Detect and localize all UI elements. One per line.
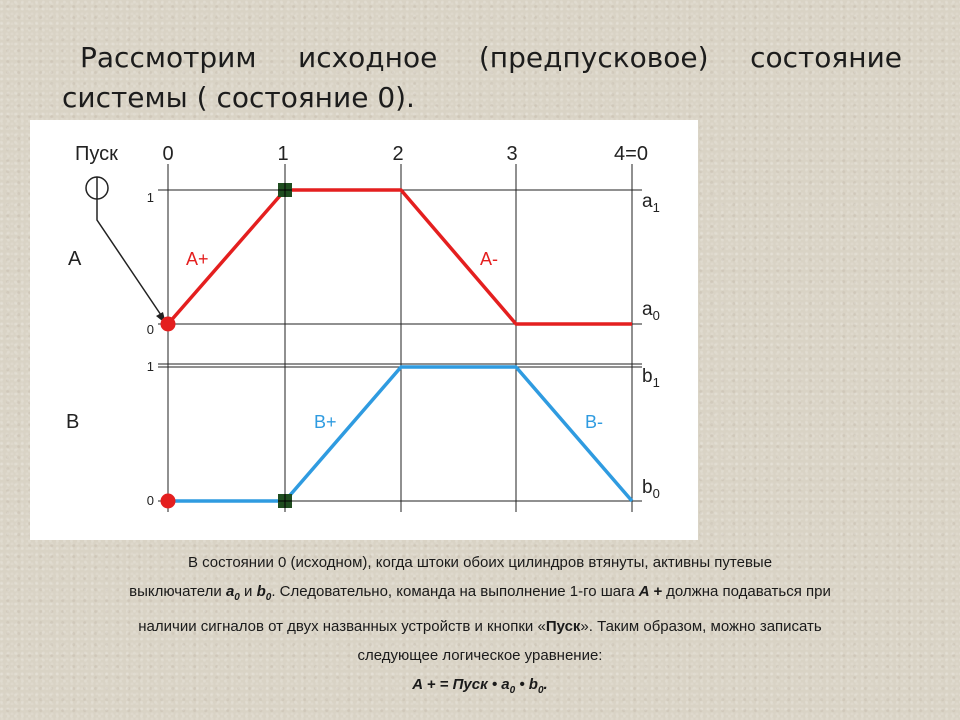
a-level-0-label: 0	[146, 322, 154, 337]
caption-line-1: В состоянии 0 (исходном), когда штоки обоих цилиндров втянуты, активны путевые	[187, 554, 773, 571]
a0-active-marker	[161, 317, 176, 332]
start-signal-arrow	[97, 199, 163, 318]
cylinder-a-motion-line	[168, 190, 632, 324]
caption-a0: $a_0$	[225, 583, 240, 603]
step-diagram-svg	[30, 120, 698, 540]
caption-and: и	[244, 583, 253, 600]
b-plus-label: B+	[314, 412, 337, 432]
equation-a0: $a_0$	[501, 676, 516, 696]
caption-start: Пуск	[545, 618, 581, 635]
heading-word-4: состояние	[750, 41, 902, 74]
a-level-1-label: 1	[146, 190, 154, 205]
b-level-0-label: 0	[146, 493, 154, 508]
column-label-0: 0	[162, 143, 174, 165]
caption-text	[20, 548, 940, 705]
equation-left: A + = Пуск	[412, 676, 488, 693]
column-label-4: 4=0	[614, 143, 648, 165]
b1-switch-label: $b_1$	[642, 366, 660, 390]
caption-line-2-mid: . Следовательно, команда на выполнение 1-го шага	[271, 583, 635, 600]
caption-a-plus: A +	[638, 583, 662, 600]
equation-b0: $b_0$.	[528, 676, 548, 696]
vertical-grid	[168, 164, 632, 512]
b0-switch-label: $b_0$	[642, 477, 660, 501]
column-label-3: 3	[506, 143, 518, 165]
b-minus-label: B-	[585, 412, 603, 432]
row-label-b: B	[66, 411, 80, 433]
caption-line-2-pre: выключатели	[129, 583, 222, 600]
caption-line-3-pre: наличии сигналов от двух названных устройств и кнопки «	[138, 618, 546, 635]
a1-limit-switch-marker	[278, 183, 292, 197]
row-label-a: A	[68, 248, 82, 270]
equation-dot-1: •	[491, 676, 498, 693]
b0-active-marker	[161, 494, 176, 509]
caption-line-3-post: ». Таким образом, можно записать	[580, 618, 822, 635]
heading-word-3: (предпусковое)	[478, 41, 709, 74]
heading-line-2: системы ( состояние 0).	[62, 81, 415, 114]
a-plus-label: A+	[186, 249, 209, 269]
column-label-1: 1	[277, 143, 289, 165]
a1-switch-label: $a_1$	[642, 191, 660, 215]
equation-dot-2: •	[519, 676, 525, 693]
a-minus-label: A-	[480, 249, 498, 269]
b0-limit-switch-marker	[278, 494, 292, 508]
a0-switch-label: $a_0$	[642, 299, 660, 323]
step-diagram	[30, 120, 698, 540]
caption-b0: $b_0$	[256, 583, 272, 603]
heading-word-2: исходное	[298, 41, 438, 74]
column-label-2: 2	[392, 143, 404, 165]
b-level-1-label: 1	[146, 359, 154, 374]
caption-line-2	[20, 577, 940, 612]
heading-line-1	[62, 38, 902, 78]
slide-heading	[62, 38, 902, 118]
heading-word-1: Рассмотрим	[80, 41, 257, 74]
caption-line-4: следующее логическое уравнение:	[357, 647, 603, 664]
caption-line-2-post: должна подаваться при	[666, 583, 831, 600]
logic-equation	[20, 670, 940, 705]
cylinder-b-motion-line	[168, 367, 632, 501]
caption-line-3	[20, 612, 940, 641]
horizontal-grid	[158, 190, 642, 501]
start-label: Пуск	[75, 143, 118, 165]
